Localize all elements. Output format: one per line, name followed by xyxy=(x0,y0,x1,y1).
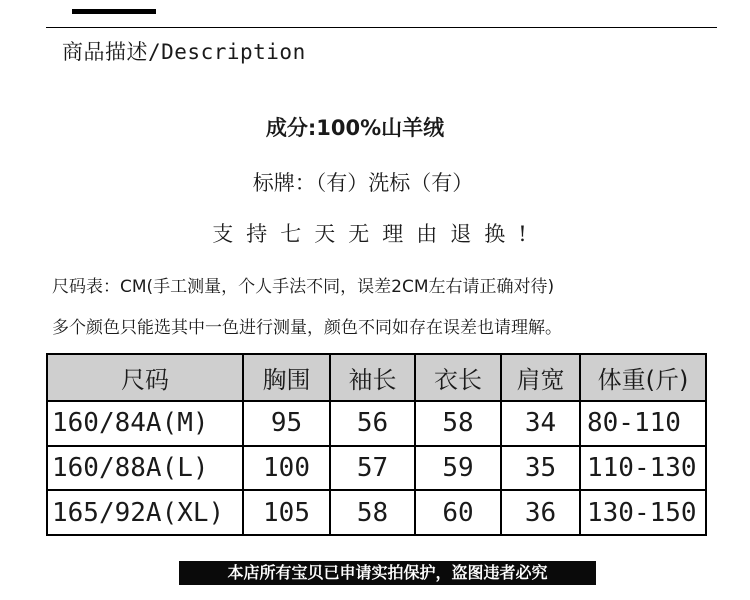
sleeve-cell: 58 xyxy=(330,490,415,535)
color-note: 多个颜色只能选其中一色进行测量，颜色不同如存在误差也请理解。 xyxy=(52,318,562,338)
weight-cell: 80-110 xyxy=(580,401,706,446)
size-cell: 160/84A(M) xyxy=(47,401,243,446)
section-title: 商品描述/Description xyxy=(62,40,306,64)
length-cell: 59 xyxy=(415,446,501,491)
composition-text: 成分:100%山羊绒 xyxy=(265,116,445,140)
shoulder-cell: 36 xyxy=(501,490,580,535)
header-shoulder: 肩宽 xyxy=(501,354,580,401)
header-chest: 胸围 xyxy=(243,354,330,401)
top-divider xyxy=(46,27,717,28)
labels-text: 标牌：（有）洗标（有） xyxy=(252,171,474,195)
measurement-note: 尺码表：CM(手工测量，个人手法不同，误差2CM左右请正确对待) xyxy=(52,277,555,297)
header-size: 尺码 xyxy=(47,354,243,401)
copyright-banner: 本店所有宝贝已申请实拍保护，盗图违者必究 xyxy=(179,561,596,585)
length-cell: 58 xyxy=(415,401,501,446)
shoulder-cell: 34 xyxy=(501,401,580,446)
return-policy-text: 支持七天无理由退换! xyxy=(212,222,540,246)
weight-cell: 110-130 xyxy=(580,446,706,491)
decorative-top-bar xyxy=(72,9,156,14)
size-table-header-row xyxy=(47,354,706,401)
size-cell: 160/88A(L) xyxy=(47,446,243,491)
header-sleeve: 袖长 xyxy=(330,354,415,401)
size-table xyxy=(46,353,707,536)
chest-cell: 100 xyxy=(243,446,330,491)
sleeve-cell: 56 xyxy=(330,401,415,446)
table-row xyxy=(47,490,706,535)
table-row xyxy=(47,446,706,491)
sleeve-cell: 57 xyxy=(330,446,415,491)
size-cell: 165/92A(XL) xyxy=(47,490,243,535)
header-length: 衣长 xyxy=(415,354,501,401)
chest-cell: 95 xyxy=(243,401,330,446)
chest-cell: 105 xyxy=(243,490,330,535)
header-weight: 体重(斤) xyxy=(580,354,706,401)
table-row xyxy=(47,401,706,446)
shoulder-cell: 35 xyxy=(501,446,580,491)
weight-cell: 130-150 xyxy=(580,490,706,535)
length-cell: 60 xyxy=(415,490,501,535)
